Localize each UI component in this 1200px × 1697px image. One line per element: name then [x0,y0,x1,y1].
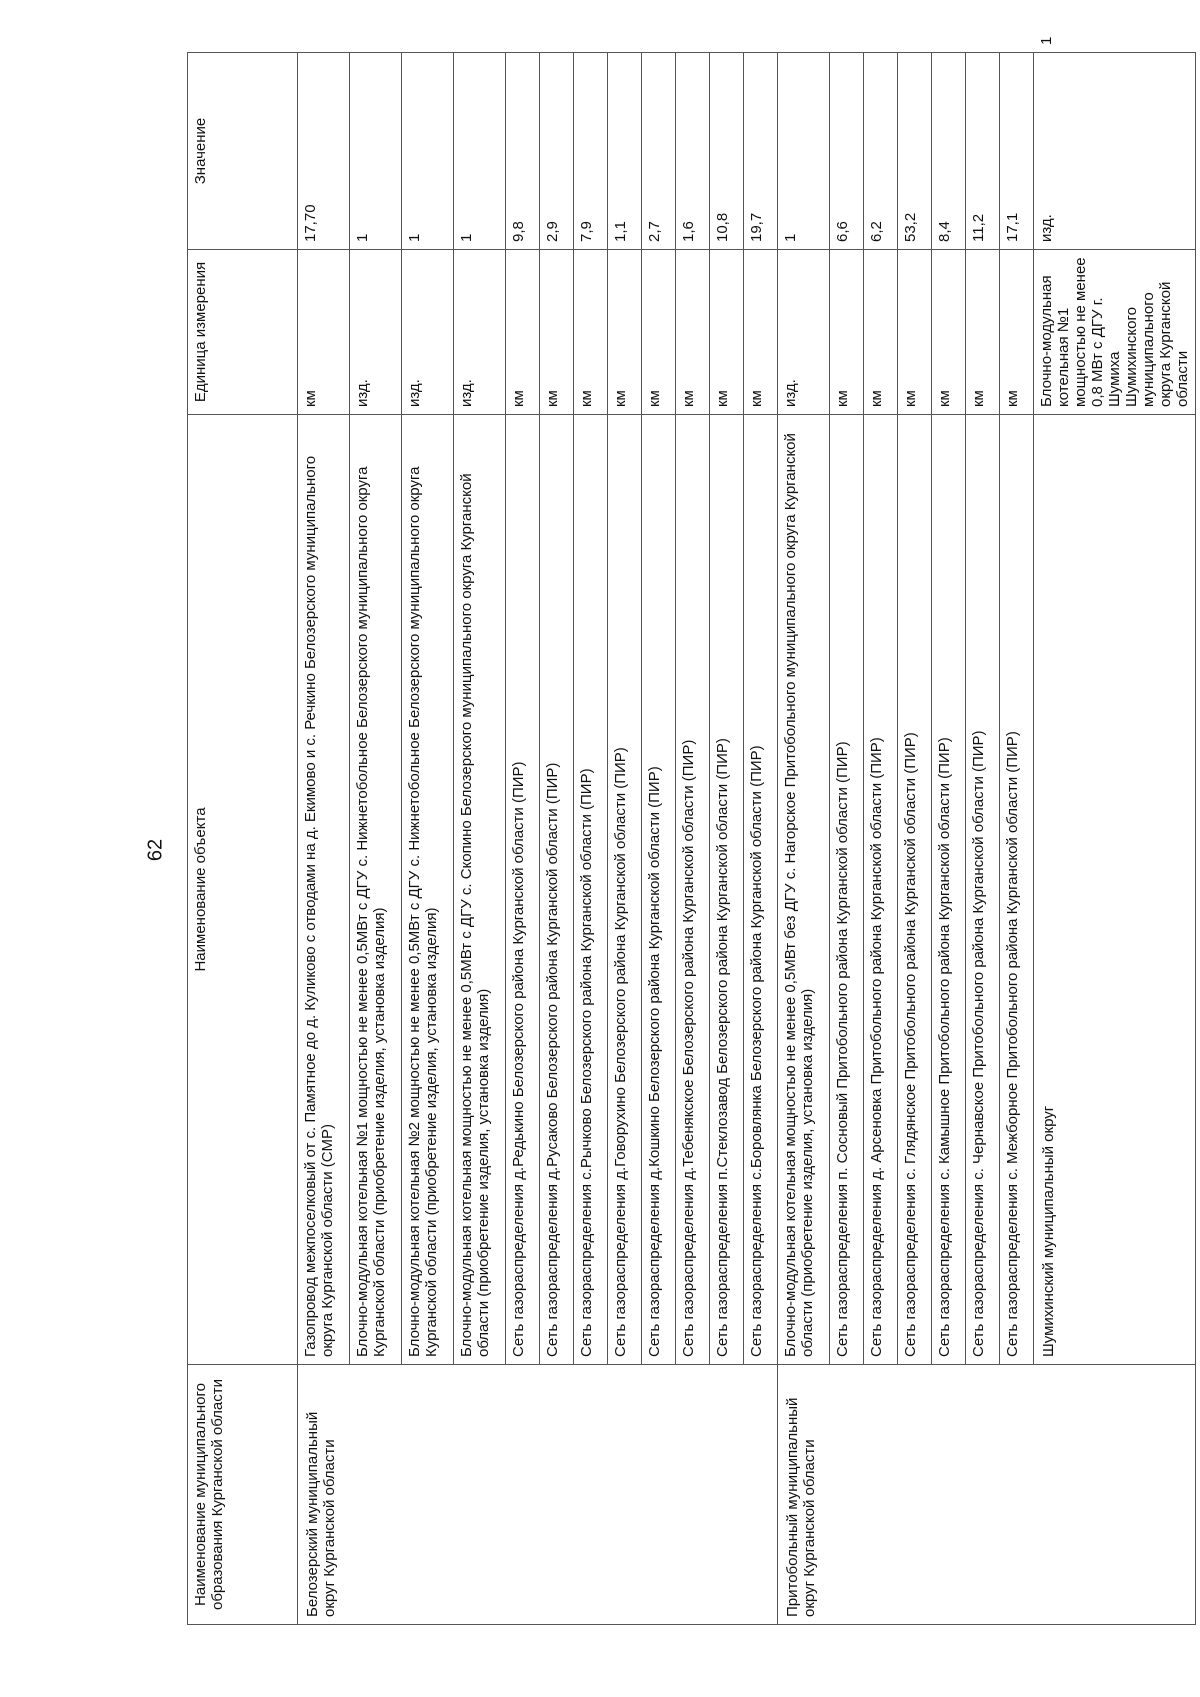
unit-cell: км [864,250,898,415]
unit-cell: изд. [778,250,830,415]
value-cell: 11,2 [966,53,1000,250]
municipality-cell: Шумихинский муниципальный округ [1034,415,1196,1365]
unit-cell: изд. [454,250,506,415]
municipality-cell: Притобольный муниципальный округ Курганской области [778,1365,1196,1625]
header-object: Наименование объекта [188,415,298,1365]
table-body [298,36,1196,1625]
unit-cell: км [608,250,642,415]
object-name-cell: Сеть газораспределения д.Говорухино Белозерского района Курганской области (ПИР) [608,415,642,1365]
value-cell: 2,9 [540,53,574,250]
unit-cell: км [898,250,932,415]
header-unit: Единица измерения [188,250,298,415]
rotated-table-container [187,36,1191,1625]
object-name-cell: Газопровод межпоселковый от с. Памятное до д. Куликово с отводами на д. Екимово и с. Речкино Белозерского муниципального округа Курганской области (СМР) [298,415,350,1365]
object-name-cell: Блочно-модульная котельная мощностью не менее 0,5МВт без ДГУ с. Нагорское Притобольного муниципального округа Курганской области (приобретение изделия, установка изделия) [778,415,830,1365]
object-name-cell: Сеть газораспределения п. Сосновый Притобольного района Курганской области (ПИР) [830,415,864,1365]
value-cell: 53,2 [898,53,932,250]
value-cell: 2,7 [642,53,676,250]
unit-cell: км [574,250,608,415]
value-cell: 1 [350,53,402,250]
value-cell: 6,6 [830,53,864,250]
unit-cell: км [830,250,864,415]
value-cell: 1,1 [608,53,642,250]
unit-cell: км [1000,250,1034,415]
unit-cell: км [710,250,744,415]
value-cell: 1 [454,53,506,250]
value-cell: 8,4 [932,53,966,250]
unit-cell: км [506,250,540,415]
value-cell: 1 [402,53,454,250]
unit-cell: км [966,250,1000,415]
unit-cell: км [642,250,676,415]
unit-cell: км [744,250,778,415]
object-name-cell: Сеть газораспределения с.Рычково Белозерского района Курганской области (ПИР) [574,415,608,1365]
value-cell: 7,9 [574,53,608,250]
value-cell: 6,2 [864,53,898,250]
unit-cell: км [298,250,350,415]
object-name-cell: Сеть газораспределения д.Кошкино Белозерского района Курганской области (ПИР) [642,415,676,1365]
value-cell: 10,8 [710,53,744,250]
value-cell: 1 [778,53,830,250]
unit-cell: км [540,250,574,415]
value-cell: 1,6 [676,53,710,250]
object-name-cell: Блочно-модульная котельная мощностью не менее 0,5МВт с ДГУ с. Скопино Белозерского муниципального округа Курганской области (приобретение изделия, установка изделия) [454,415,506,1365]
object-name-cell: Сеть газораспределения с. Камышное Притобольного района Курганской области (ПИР) [932,415,966,1365]
unit-cell: изд. [402,250,454,415]
header-value: Значение [188,53,298,250]
unit-cell: км [932,250,966,415]
object-name-cell: Блочно-модульная котельная №1 мощностью не менее 0,8 МВт с ДГУ г. Шумиха Шумихинского муниципального округа Курганской области [1034,250,1196,415]
value-cell: 19,7 [744,53,778,250]
object-name-cell: Блочно-модульная котельная №1 мощностью не менее 0,5МВт с ДГУ с. Нижнетобольное Белозерского муниципального округа Курганской области (приобретение изделия, установка изделия) [350,415,402,1365]
object-name-cell: Сеть газораспределения с. Глядянское Притобольного района Курганской области (ПИР) [898,415,932,1365]
object-name-cell: Сеть газораспределения д.Тебенякское Белозерского района Курганской области (ПИР) [676,415,710,1365]
value-cell: 17,70 [298,53,350,250]
object-name-cell: Сеть газораспределения с.Боровлянка Белозерского района Курганской области (ПИР) [744,415,778,1365]
objects-table [187,36,1196,1625]
table-row [778,53,830,1625]
object-name-cell: Сеть газораспределения с. Межборное Притобольного района Курганской области (ПИР) [1000,415,1034,1365]
object-name-cell: Сеть газораспределения п.Стеклозавод Белозерского района Курганской области (ПИР) [710,415,744,1365]
object-name-cell: Блочно-модульная котельная №2 мощностью не менее 0,5МВт с ДГУ с. Нижнетобольное Белозерского муниципального округа Курганской области (приобретение изделия, установка изделия) [402,415,454,1365]
object-name-cell: Сеть газораспределения д. Арсеновка Притобольного района Курганской области (ПИР) [864,415,898,1365]
unit-cell: км [676,250,710,415]
municipality-cell: Белозерский муниципальный округ Курганской области [298,1365,778,1625]
table-row: Шумихинский муниципальный округ Блочно-модульная котельная №1 мощностью не менее 0,8 МВт с ДГУ г. Шумиха Шумихинского муниципального округа Курганской области изд. 1 [1034,53,1196,1625]
object-name-cell: Сеть газораспределения д.Редькино Белозерского района Курганской области (ПИР) [506,415,540,1365]
object-name-cell: Сеть газораспределения д.Русаково Белозерского района Курганской области (ПИР) [540,415,574,1365]
unit-cell: изд. [350,250,402,415]
table-header-row [188,53,298,1625]
header-municipality: Наименование муниципального образования Курганской области [188,1365,298,1625]
object-name-cell: Сеть газораспределения с. Чернавское Притобольного района Курганской области (ПИР) [966,415,1000,1365]
page-number: 62 [144,838,167,862]
value-cell: 17,1 [1000,53,1034,250]
unit-cell: изд. [1034,53,1196,250]
value-cell: 9,8 [506,53,540,250]
table-row [298,53,350,1625]
